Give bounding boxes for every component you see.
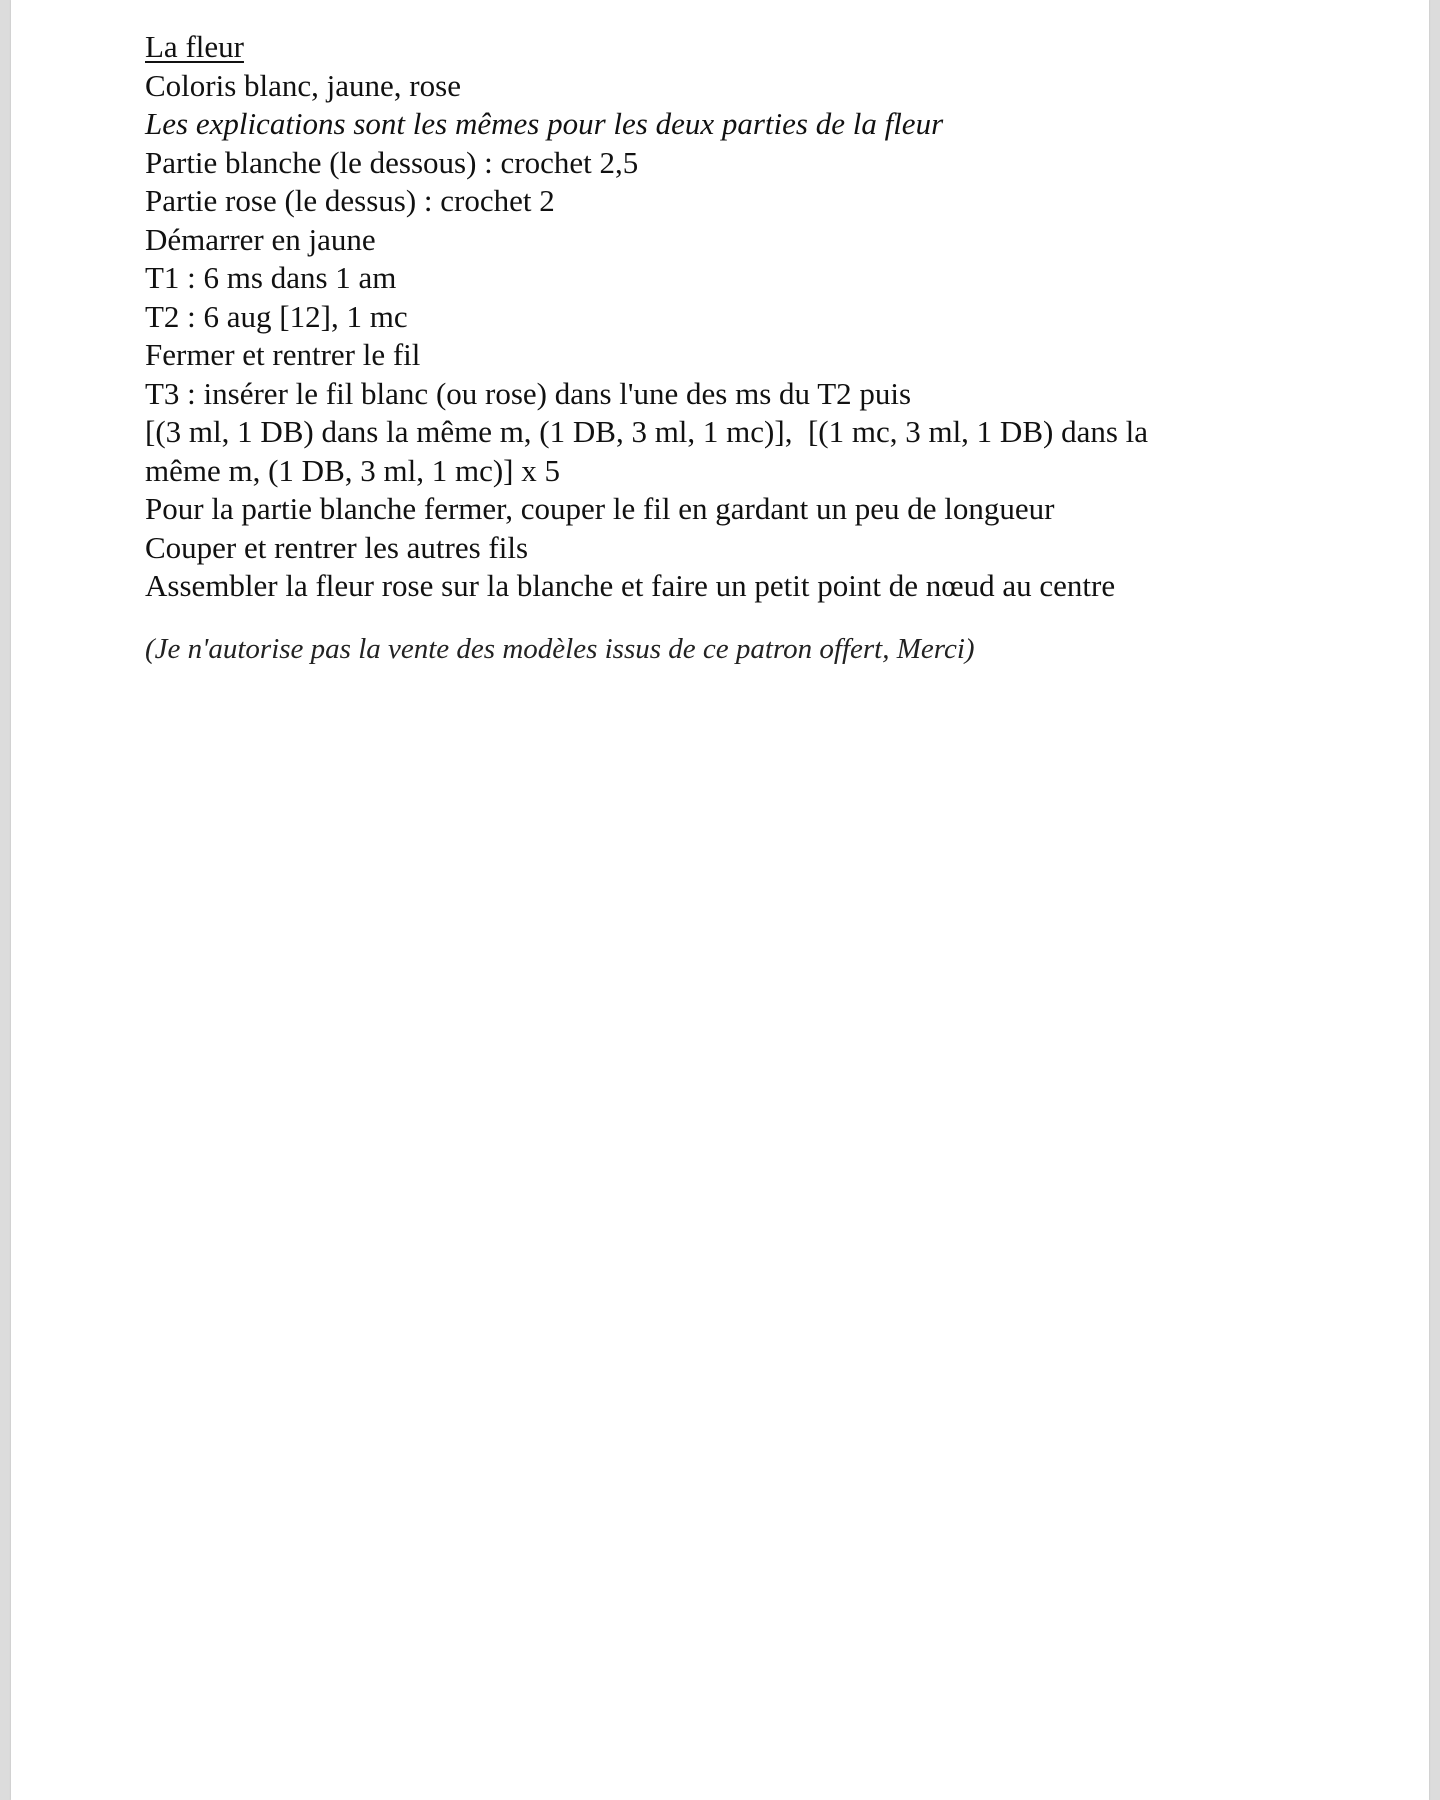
round-2-line: T2 : 6 aug [12], 1 mc xyxy=(145,298,408,334)
explanation-line: Les explications sont les mêmes pour les deux parties de la fleur xyxy=(145,106,944,141)
document-body xyxy=(145,28,1305,668)
white-part-finish-line: Pour la partie blanche fermer, couper le fil en gardant un peu de longueur xyxy=(145,491,1055,526)
document-title: La fleur xyxy=(145,29,244,64)
document-page xyxy=(11,0,1429,1800)
cut-threads-line: Couper et rentrer les autres fils xyxy=(145,529,529,565)
round-3-pattern-continued-line: même m, (1 DB, 3 ml, 1 mc)] x 5 xyxy=(145,452,560,488)
round-3-pattern-line: [(3 ml, 1 DB) dans la même m, (1 DB, 3 ml, 1 mc)], [(1 mc, 3 ml, 1 DB) dans la xyxy=(145,414,1149,449)
assemble-line: Assembler la fleur rose sur la blanche et faire un petit point de nœud au centre xyxy=(145,568,1116,603)
start-line: Démarrer en jaune xyxy=(145,221,376,257)
pink-part-line: Partie rose (le dessus) : crochet 2 xyxy=(145,183,555,218)
close-thread-line: Fermer et rentrer le fil xyxy=(145,337,421,372)
round-1-line: T1 : 6 ms dans 1 am xyxy=(145,260,397,295)
round-3-line: T3 : insérer le fil blanc (ou rose) dans l'une des ms du T2 puis xyxy=(145,375,912,411)
colors-line: Coloris blanc, jaune, rose xyxy=(145,67,461,103)
white-part-line: Partie blanche (le dessous) : crochet 2,5 xyxy=(145,144,639,180)
usage-note: (Je n'autorise pas la vente des modèles issus de ce patron offert, Merci) xyxy=(145,632,975,665)
